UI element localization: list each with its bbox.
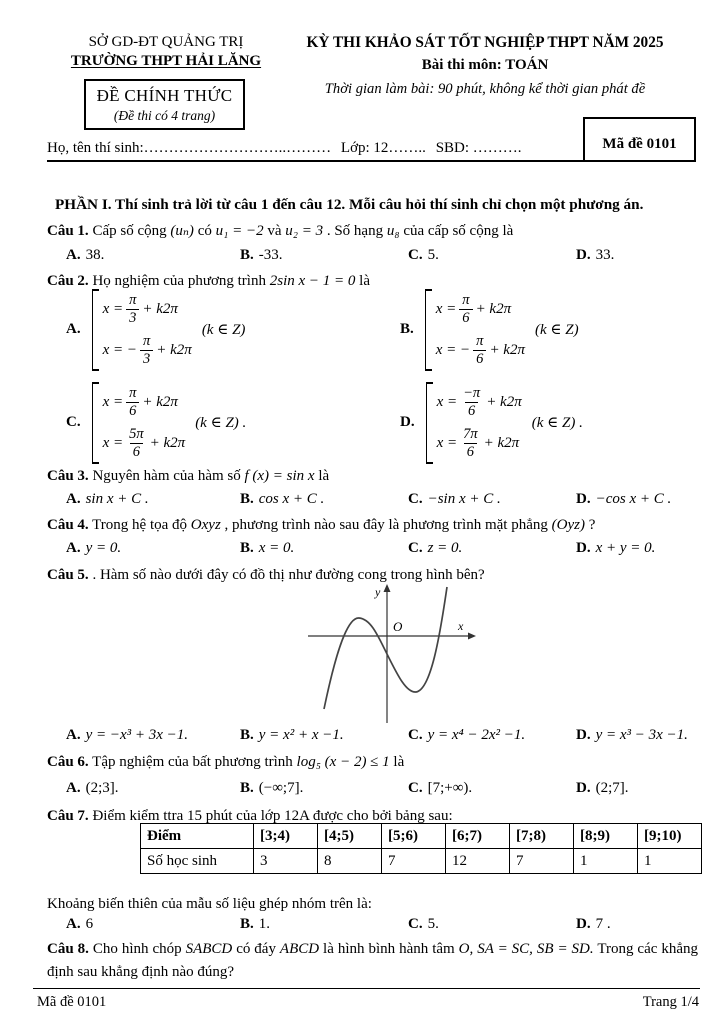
question-1-options xyxy=(47,247,699,264)
option-a-kset: (k ∈ Z) xyxy=(201,322,246,339)
option-b xyxy=(400,289,699,371)
option-a xyxy=(66,289,400,371)
footer-divider xyxy=(33,988,700,989)
q7-text: Điểm kiểm ttra 15 phút của lớp 12A được cho bởi bảng sau: xyxy=(92,808,453,824)
question-6-options xyxy=(47,780,699,797)
question-4-options xyxy=(47,540,699,557)
question-1-stem xyxy=(47,221,699,243)
option-c-text: 5. xyxy=(427,247,439,263)
q8-text: Trong các khẳng định sau khẳng định nào đúng? xyxy=(47,941,699,980)
option-c: C. 5. xyxy=(408,916,439,932)
question-7-options xyxy=(47,916,699,933)
question-6-label: Câu 6. xyxy=(47,754,89,770)
option-a-key: A. xyxy=(66,247,81,263)
table-header-row: Điểm [3;4) [4;5) [5;6) [6;7) [7;8) [8;9) [9;10) xyxy=(141,824,702,849)
student-info-line xyxy=(47,140,584,162)
q3-text: là xyxy=(314,468,330,484)
option-b-kset: (k ∈ Z) xyxy=(534,322,579,339)
question-3-stem xyxy=(47,466,699,488)
q8-text: là hình bình hành tâm xyxy=(319,941,459,957)
q3-text: Nguyên hàm của hàm số xyxy=(92,468,245,484)
question-2-label: Câu 2. xyxy=(47,273,89,289)
header-left xyxy=(56,33,276,71)
student-name-label: Họ, tên thí sinh:………………………..……… xyxy=(47,140,332,156)
question-4-stem xyxy=(47,515,699,537)
option-a: A. (2;3]. xyxy=(66,780,119,796)
option-a-key: A. xyxy=(66,321,81,338)
table-row: Số học sinh 3 8 7 12 7 1 1 xyxy=(141,849,702,874)
q8-math-abcd: ABCD xyxy=(279,941,320,957)
exam-duration: Thời gian làm bài: 90 phút, không kể thời gian phát đề xyxy=(324,81,646,98)
question-5-options xyxy=(47,727,699,744)
option-b-key: B. xyxy=(400,321,414,338)
option-b: B. x = 0. xyxy=(240,540,295,556)
option-c: C. [7;+∞). xyxy=(408,780,473,796)
class-label: Lớp: 12…….. xyxy=(340,140,426,156)
q1-math-un: (uₙ) xyxy=(170,223,194,239)
question-2-options-cd xyxy=(47,382,699,464)
question-3-options xyxy=(47,491,699,508)
official-exam-box xyxy=(84,79,245,130)
question-7-post: Khoảng biến thiên của mẫu số liệu ghép nhóm trên là: xyxy=(47,896,372,912)
school-name: TRƯỜNG THPT HẢI LĂNG xyxy=(70,52,262,69)
footer-exam-code: Mã đề 0101 xyxy=(37,994,107,1010)
option-c: C. −sin x + C . xyxy=(408,491,501,507)
q4-math-oxyz: Oxyz xyxy=(190,517,221,533)
exam-pages-note: (Đề thi có 4 trang) xyxy=(113,107,216,123)
q2-option-c-cases: x = $\frac{\pi}{6}$ + k2π x = $\frac{5\pi}{6}$ + k2π xyxy=(92,382,186,464)
q4-text: Trong hệ tọa độ xyxy=(92,517,191,533)
exam-title: KỲ THI KHẢO SÁT TỐT NGHIỆP THPT NĂM 2025 xyxy=(306,34,664,51)
question-1-label: Câu 1. xyxy=(47,223,89,239)
q3-math-fx: f (x) = sin x xyxy=(244,468,315,484)
question-7-label: Câu 7. xyxy=(47,808,89,824)
q1-text: có xyxy=(193,223,216,239)
q2-text: là xyxy=(355,273,370,289)
option-c-key: C. xyxy=(408,247,423,263)
option-b-key: B. xyxy=(240,247,254,263)
y-axis-arrow-icon xyxy=(384,584,391,592)
y-axis-label: y xyxy=(375,585,381,599)
question-2-options-ab xyxy=(47,289,699,371)
sbd-label: SBD: ………. xyxy=(435,140,522,156)
option-d: D. y = x³ − 3x −1. xyxy=(576,727,688,743)
q8-text: có đáy xyxy=(232,941,280,957)
option-a-text: 38. xyxy=(85,247,105,263)
option-d-text: 33. xyxy=(595,247,615,263)
option-b: B. y = x² + x −1. xyxy=(240,727,344,743)
q6-text: Tập nghiệm của bất phương trình xyxy=(92,754,297,770)
option-c: C. z = 0. xyxy=(408,540,463,556)
q6-text: là xyxy=(389,754,405,770)
option-d-kset: (k ∈ Z) . xyxy=(531,415,583,432)
q8-text: Cho hình chóp xyxy=(92,941,186,957)
q8-math-sabcd: SABCD xyxy=(185,941,233,957)
header-right xyxy=(272,33,698,99)
option-a: A. sin x + C . xyxy=(66,491,149,507)
exam-subject: Bài thi môn: TOÁN xyxy=(421,56,549,73)
footer-page-number: Trang 1/4 xyxy=(642,994,699,1010)
origin-label: O xyxy=(393,619,403,634)
option-c-key: C. xyxy=(66,414,81,431)
q6-math-log: log₅ (x − 2) ≤ 1 xyxy=(296,754,390,770)
q2-text: Họ nghiệm của phương trình xyxy=(92,273,270,289)
exam-code-box: Mã đề 0101 xyxy=(583,117,696,162)
header-diem: Điểm xyxy=(141,824,254,849)
q2-math-equation: 2sin x − 1 = 0 xyxy=(269,273,356,289)
option-d-key: D. xyxy=(400,414,415,431)
q8-math-sa-sc: SA = SC, SB = SD. xyxy=(477,941,594,957)
q1-text: và xyxy=(263,223,286,239)
question-8-label: Câu 8. xyxy=(47,941,89,957)
option-b xyxy=(240,247,408,264)
option-c xyxy=(66,382,400,464)
option-d: D. 7 . xyxy=(576,916,611,932)
option-d-key: D. xyxy=(576,247,591,263)
q1-text: của cấp số cộng là xyxy=(399,223,514,239)
q4-math-oyz: (Oyz) xyxy=(551,517,585,533)
department-name: SỞ GD-ĐT QUẢNG TRỊ xyxy=(88,34,244,50)
q1-text: Cấp số cộng xyxy=(92,223,171,239)
option-b-text: -33. xyxy=(258,247,283,263)
q4-text: ? xyxy=(584,517,596,533)
option-a: A. y = −x³ + 3x −1. xyxy=(66,727,189,743)
cubic-curve-figure xyxy=(300,583,492,729)
q8-math-o: O, xyxy=(458,941,474,957)
x-axis-label: x xyxy=(458,619,464,633)
option-b: B. 1. xyxy=(240,916,271,932)
option-d xyxy=(576,247,699,264)
option-c xyxy=(408,247,576,264)
question-3-label: Câu 3. xyxy=(47,468,89,484)
option-c: C. y = x⁴ − 2x² −1. xyxy=(408,727,526,743)
q1-math-u8: u₈ xyxy=(386,223,400,239)
option-a: A. y = 0. xyxy=(66,540,122,556)
cubic-curve xyxy=(324,587,447,709)
option-d xyxy=(400,382,699,464)
q2-option-b-cases: x = $\frac{\pi}{6}$ + k2π x = − $\frac{\pi}{6}$ + k2π xyxy=(425,289,525,371)
option-d: D. (2;7]. xyxy=(576,780,629,796)
question-4-label: Câu 4. xyxy=(47,517,89,533)
x-axis-arrow-icon xyxy=(468,633,476,640)
part1-heading: PHẦN I. Thí sinh trả lời từ câu 1 đến câu 12. Mỗi câu hỏi thí sinh chỉ chọn một phương án. xyxy=(55,196,644,213)
q1-text: . Số hạng xyxy=(323,223,387,239)
row-label: Số học sinh xyxy=(141,849,254,874)
option-a: A. 6 xyxy=(66,916,94,932)
question-6-stem xyxy=(47,752,699,774)
option-d: D. x + y = 0. xyxy=(576,540,656,556)
option-b: B. (−∞;7]. xyxy=(240,780,304,796)
question-8-stem xyxy=(47,938,698,983)
q4-text: , phương trình nào sau đây là phương trình mặt phẳng xyxy=(220,517,552,533)
option-d: D. −cos x + C . xyxy=(576,491,672,507)
q5-text: . Hàm số nào dưới đây có đồ thị như đường cong trong hình bên? xyxy=(92,567,485,583)
question-5-label: Câu 5. xyxy=(47,567,89,583)
q1-math-u2: u₂ = 3 xyxy=(285,223,324,239)
score-frequency-table xyxy=(140,823,702,874)
q2-option-d-cases: x = $\frac{-\pi}{6}$ + k2π x = $\frac{7\pi}{6}$ + k2π xyxy=(426,382,522,464)
q1-math-u1: u₁ = −2 xyxy=(215,223,264,239)
official-exam-label: ĐỀ CHÍNH THỨC xyxy=(96,85,233,105)
option-a xyxy=(66,247,240,264)
option-b: B. cos x + C . xyxy=(240,491,325,507)
option-c-kset: (k ∈ Z) . xyxy=(195,415,247,432)
q2-option-a-cases: x = $\frac{\pi}{3}$ + k2π x = − $\frac{\pi}{3}$ + k2π xyxy=(92,289,192,371)
